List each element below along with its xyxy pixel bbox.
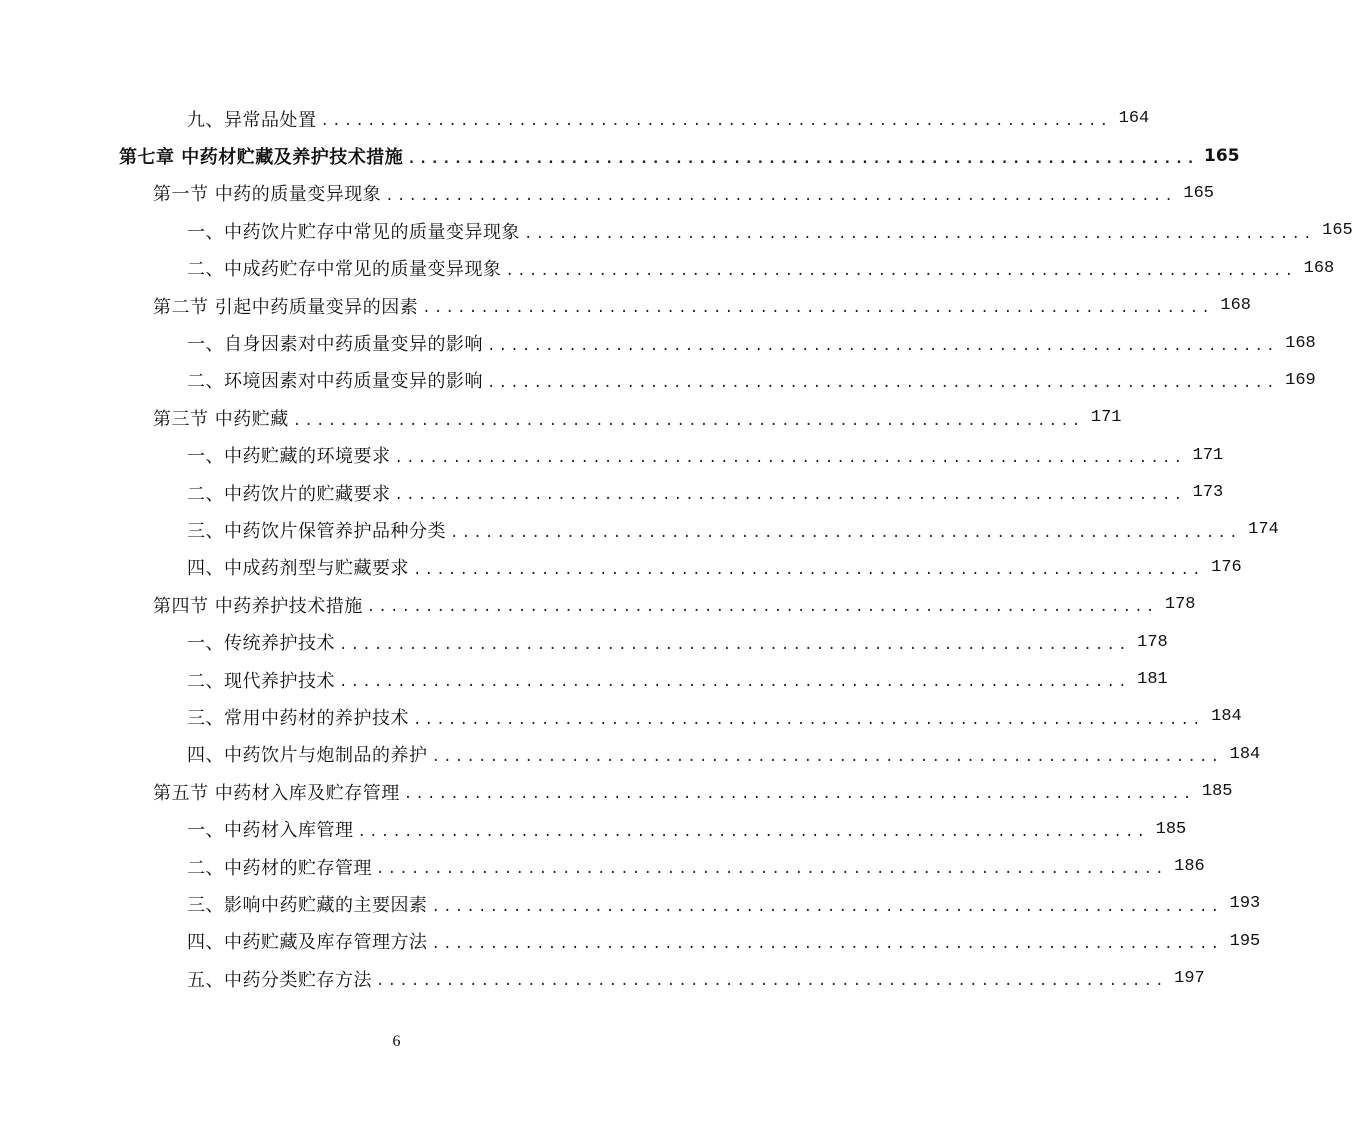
dot-leader: .................................................................... — [339, 674, 1130, 691]
toc-entry[interactable] — [0, 100, 1150, 137]
toc-entry-page: 178 — [1164, 595, 1196, 615]
toc-entry-page: 181 — [1137, 670, 1168, 690]
toc-entry[interactable] — [0, 810, 1187, 847]
toc-entry[interactable] — [0, 362, 1316, 399]
toc-entry-title: 第一节 中药的质量变异现象 — [153, 184, 382, 206]
toc-section-entry[interactable] — [0, 399, 1122, 436]
toc-entry-title: 二、中药饮片的贮藏要求 — [187, 483, 391, 505]
toc-entry-page: 176 — [1211, 557, 1242, 577]
toc-entry-title: 第四节 中药养护技术措施 — [153, 595, 363, 617]
toc-entry[interactable] — [0, 474, 1224, 511]
page-number: 6 — [392, 1033, 401, 1050]
toc-entry[interactable] — [0, 437, 1224, 474]
dot-leader: .................................................................... — [422, 300, 1213, 317]
dot-leader: .................................................................... — [320, 113, 1112, 130]
toc-entry-page: 174 — [1248, 520, 1279, 540]
toc-entry-page: 197 — [1174, 969, 1205, 989]
toc-entry-page: 171 — [1090, 408, 1122, 428]
toc-entry-title: 一、中药材入库管理 — [187, 820, 354, 842]
toc-entry-page: 169 — [1285, 370, 1316, 390]
toc-entry[interactable] — [0, 960, 1205, 997]
toc-section-entry[interactable] — [0, 586, 1196, 623]
toc-section-entry[interactable] — [0, 175, 1214, 212]
toc-entry-page: 184 — [1211, 707, 1242, 727]
toc-entry-title: 一、中药饮片贮存中常见的质量变异现象 — [187, 221, 520, 243]
toc-entry-page: 195 — [1229, 931, 1261, 951]
table-of-contents — [0, 100, 1353, 997]
dot-leader: .................................................................... — [292, 412, 1084, 429]
dot-leader: .................................................................... — [524, 225, 1315, 242]
dot-leader: .................................................................... — [505, 262, 1297, 279]
toc-entry[interactable] — [0, 661, 1168, 698]
toc-entry-title: 三、常用中药材的养护技术 — [187, 707, 409, 729]
toc-entry-title: 二、环境因素对中药质量变异的影响 — [187, 371, 483, 393]
dot-leader: .................................................................... — [385, 188, 1176, 205]
dot-leader: .................................................................... — [431, 749, 1223, 766]
toc-entry[interactable] — [0, 698, 1242, 735]
dot-leader: .................................................................... — [413, 562, 1204, 579]
toc-entry-page: 165 — [1183, 183, 1214, 203]
toc-entry-page: 186 — [1174, 857, 1205, 876]
toc-entry-page: 185 — [1201, 782, 1233, 802]
dot-leader: .................................................................... — [431, 898, 1223, 915]
toc-entry-page: 171 — [1192, 445, 1224, 465]
toc-entry-title: 二、现代养护技术 — [187, 670, 335, 692]
toc-entry-page: 164 — [1118, 109, 1150, 129]
toc-entry-title: 第七章 中药材贮藏及养护技术措施 — [119, 147, 404, 169]
toc-entry-title: 九、异常品处置 — [187, 109, 317, 131]
dot-leader: .................................................................... — [394, 449, 1186, 466]
toc-entry-title: 一、自身因素对中药质量变异的影响 — [187, 334, 483, 356]
toc-entry-page: 168 — [1285, 333, 1316, 353]
toc-entry-title: 第三节 中药贮藏 — [153, 408, 289, 430]
toc-entry[interactable] — [0, 212, 1353, 249]
toc-entry-page: 168 — [1220, 296, 1251, 316]
toc-chapter-entry[interactable] — [0, 137, 1240, 174]
dot-leader: .................................................................... — [407, 150, 1199, 167]
toc-entry-page: 165 — [1204, 146, 1240, 167]
toc-entry-title: 一、传统养护技术 — [187, 633, 335, 655]
toc-entry-title: 四、中成药剂型与贮藏要求 — [187, 558, 409, 580]
toc-entry[interactable] — [0, 736, 1261, 773]
dot-leader: .................................................................... — [413, 711, 1204, 728]
toc-entry-page: 165 — [1322, 221, 1353, 241]
dot-leader: .................................................................... — [487, 337, 1278, 354]
toc-entry-title: 四、中药饮片与炮制品的养护 — [187, 745, 428, 767]
toc-entry[interactable] — [0, 848, 1205, 885]
toc-entry-title: 第二节 引起中药质量变异的因素 — [153, 296, 419, 318]
toc-entry[interactable] — [0, 324, 1316, 361]
dot-leader: .................................................................... — [487, 375, 1278, 392]
toc-entry[interactable] — [0, 923, 1261, 960]
toc-entry-title: 第五节 中药材入库及贮存管理 — [153, 782, 400, 804]
toc-entry-title: 二、中成药贮存中常见的质量变异现象 — [187, 259, 502, 281]
toc-entry[interactable] — [0, 250, 1335, 287]
toc-entry-title: 五、中药分类贮存方法 — [187, 969, 372, 991]
toc-entry-title: 二、中药材的贮存管理 — [187, 857, 372, 879]
toc-entry-page: 193 — [1229, 894, 1261, 914]
toc-entry-page: 185 — [1155, 819, 1187, 839]
toc-entry-title: 一、中药贮藏的环境要求 — [187, 446, 391, 468]
toc-entry-title: 三、影响中药贮藏的主要因素 — [187, 894, 428, 916]
toc-entry[interactable] — [0, 623, 1168, 660]
dot-leader: .................................................................... — [366, 599, 1158, 616]
dot-leader: .................................................................... — [394, 487, 1186, 504]
dot-leader: .................................................................... — [357, 823, 1149, 840]
dot-leader: .................................................................... — [450, 524, 1241, 541]
toc-entry-title: 三、中药饮片保管养护品种分类 — [187, 520, 446, 542]
toc-entry-page: 173 — [1192, 483, 1224, 503]
dot-leader: .................................................................... — [376, 973, 1167, 990]
toc-entry-page: 168 — [1303, 258, 1335, 278]
toc-entry[interactable] — [0, 885, 1261, 922]
dot-leader: .................................................................... — [376, 861, 1167, 878]
toc-entry-title: 四、中药贮藏及库存管理方法 — [187, 932, 428, 954]
dot-leader: .................................................................... — [339, 636, 1130, 653]
toc-section-entry[interactable] — [0, 287, 1251, 324]
toc-entry-page: 178 — [1137, 632, 1168, 652]
toc-entry-page: 184 — [1229, 744, 1261, 764]
toc-entry[interactable] — [0, 511, 1279, 548]
dot-leader: .................................................................... — [403, 786, 1195, 803]
dot-leader: .................................................................... — [431, 935, 1223, 952]
toc-entry[interactable] — [0, 549, 1242, 586]
toc-section-entry[interactable] — [0, 773, 1233, 810]
